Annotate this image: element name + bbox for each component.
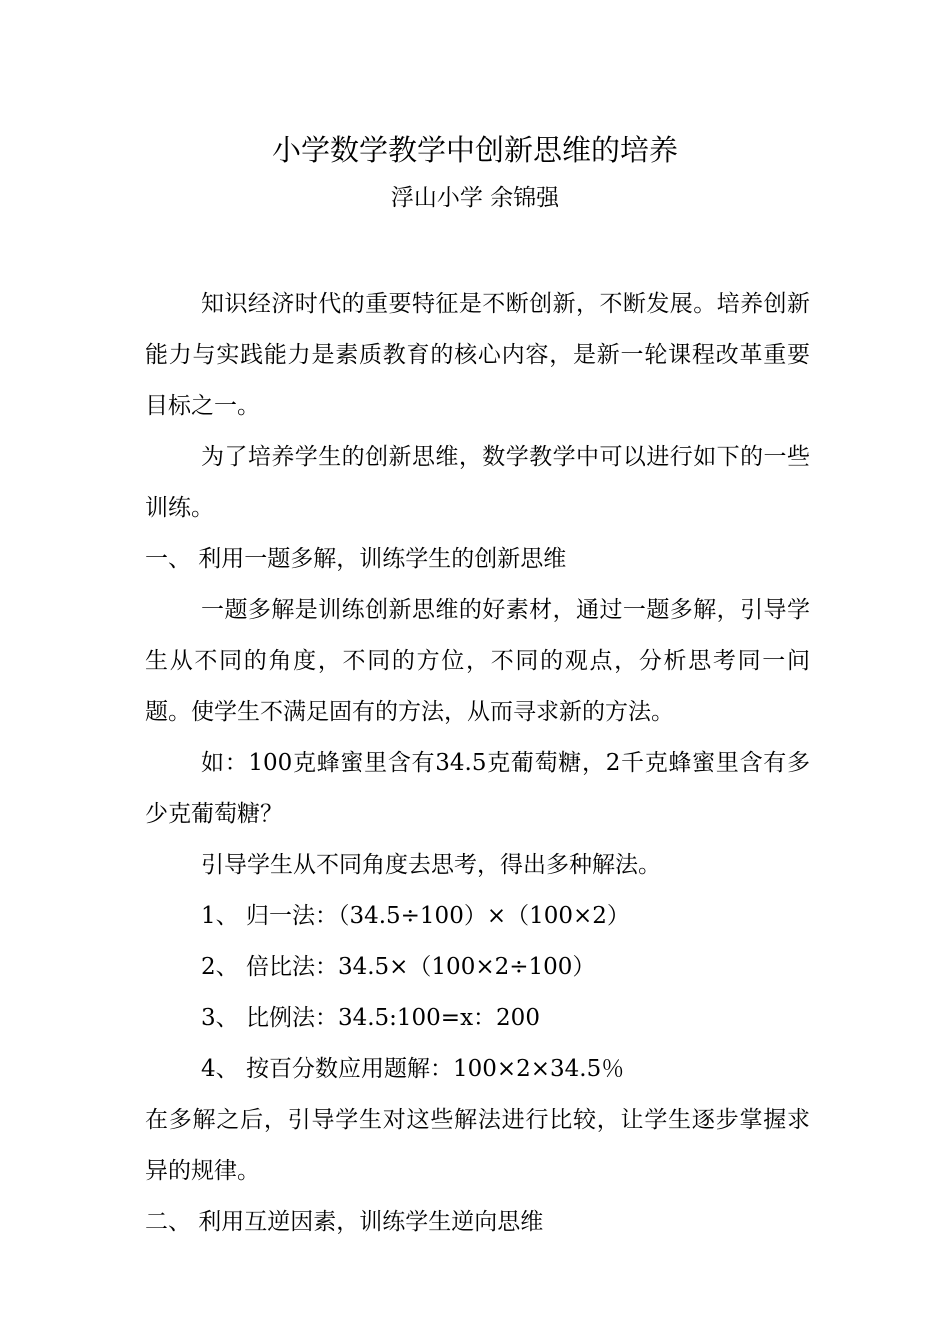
document-body	[145, 279, 810, 1248]
paragraph-purpose: 为了培养学生的创新思维，数学教学中可以进行如下的一些训练。	[145, 444, 810, 521]
paragraph-guide: 引导学生从不同角度去思考，得出多种解法。	[201, 852, 661, 878]
paragraph-section-one: 一题多解是训练创新思维的好素材，通过一题多解，引导学生从不同的角度，不同的方位，不同的观点，分析思考同一问题。使学生不满足固有的方法，从而寻求新的方法。	[145, 597, 810, 725]
section-heading-two: 二、 利用互逆因素，训练学生逆向思维	[145, 1209, 544, 1235]
section-heading-one: 一、 利用一题多解，训练学生的创新思维	[145, 546, 567, 572]
paragraph-example: 如：100克蜂蜜里含有34.5克葡萄糖，2千克蜂蜜里含有多少克葡萄糖？	[145, 750, 810, 827]
document-author: 浮山小学 余锦强	[390, 185, 560, 211]
paragraph-comparison: 在多解之后，引导学生对这些解法进行比较，让学生逐步掌握求异的规律。	[145, 1107, 810, 1184]
method-item-2: 2、 倍比法：34.5×（100×2÷100）	[201, 954, 596, 980]
method-item-3: 3、 比例法：34.5:100=x：200	[201, 1005, 540, 1031]
paragraph-intro: 知识经济时代的重要特征是不断创新，不断发展。培养创新能力与实践能力是素质教育的核心内容，是新一轮课程改革重要目标之一。	[145, 291, 810, 419]
method-item-4: 4、 按百分数应用题解：100×2×34.5％	[201, 1056, 625, 1082]
method-item-1: 1、 归一法：（34.5÷100）×（100×2）	[201, 903, 630, 929]
document-title: 小学数学教学中创新思维的培养	[271, 133, 678, 167]
